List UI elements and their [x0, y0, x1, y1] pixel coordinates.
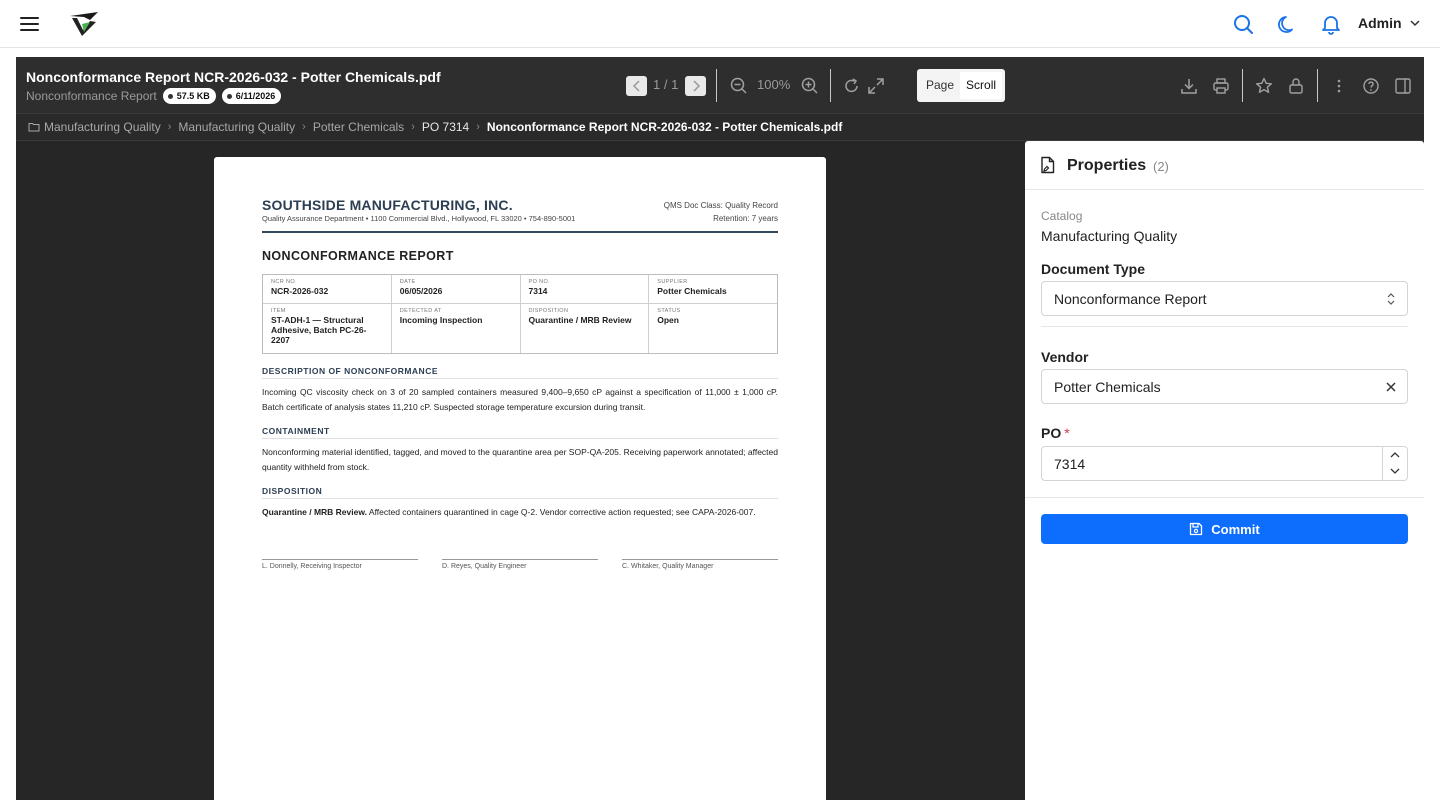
catalog-value: Manufacturing Quality — [1041, 228, 1178, 244]
cell-label: STATUS — [657, 308, 681, 314]
properties-title: Properties — [1067, 157, 1147, 174]
chevron-right-icon — [691, 80, 701, 92]
help-icon[interactable] — [1361, 76, 1381, 96]
download-icon[interactable] — [1179, 76, 1199, 96]
fullscreen-icon[interactable] — [866, 76, 886, 96]
qms-class: QMS Doc Class: Quality Record — [663, 201, 778, 210]
breadcrumb-current: Nonconformance Report NCR-2026-032 - Potter Chemicals.pdf — [486, 120, 843, 134]
rotate-icon[interactable] — [842, 76, 862, 96]
user-name: Admin — [1358, 15, 1402, 31]
decrement-icon[interactable] — [1383, 463, 1407, 479]
document-type-value: Nonconformance Report — [1054, 290, 1207, 307]
dark-mode-icon[interactable] — [1276, 13, 1298, 35]
header-rule — [262, 231, 778, 233]
prev-page-button[interactable] — [626, 76, 647, 96]
commit-label: Commit — [1211, 521, 1260, 537]
signature-line — [622, 559, 778, 560]
page-counter: 1 / 1 — [653, 77, 679, 92]
cell-label: SUPPLIER — [657, 279, 688, 285]
containment-body: Nonconforming material identified, tagged, and moved to the quarantine area per SOP-QA-205. Receiving paperwork annotated; affected quantity withheld from stock. — [262, 447, 778, 472]
chevron-right-icon: › — [302, 121, 306, 133]
lock-icon[interactable] — [1286, 76, 1306, 96]
table-cell — [520, 275, 649, 303]
document-page — [214, 157, 826, 800]
signature-name: L. Donnelly, Receiving Inspector — [262, 563, 362, 570]
required-marker: * — [1064, 425, 1070, 441]
table-row — [263, 303, 777, 353]
app-logo[interactable] — [68, 8, 100, 40]
cell-value: ST-ADH-1 — Structural Adhesive, Batch PC-26-2207 — [271, 315, 367, 345]
more-vertical-icon[interactable] — [1329, 76, 1349, 96]
chevron-down-icon — [1410, 18, 1420, 28]
po-value: 7314 — [1054, 455, 1086, 472]
chevron-right-icon: › — [476, 121, 480, 133]
properties-header — [1025, 141, 1424, 190]
toggle-panel-icon[interactable] — [1393, 76, 1413, 96]
chevron-right-icon: › — [167, 121, 172, 133]
view-mode-toggle — [917, 69, 1005, 102]
section-rule — [262, 498, 778, 499]
breadcrumb-item[interactable]: Manufacturing Quality — [44, 120, 161, 134]
document-kind: Nonconformance Report — [26, 89, 157, 103]
chevron-right-icon: › — [411, 121, 415, 133]
cell-value: NCR-2026-032 — [271, 286, 329, 296]
section-title-description: DESCRIPTION OF NONCONFORMANCE — [262, 366, 438, 376]
section-rule — [262, 378, 778, 379]
increment-icon[interactable] — [1383, 447, 1407, 463]
signature-name: C. Whitaker, Quality Manager — [622, 563, 714, 570]
breadcrumb-item[interactable]: Manufacturing Quality — [178, 120, 296, 134]
disposition-body — [262, 505, 778, 520]
cell-value: Open — [657, 315, 679, 325]
vendor-field[interactable] — [1041, 369, 1408, 404]
cell-label: DATE — [399, 279, 416, 285]
star-icon[interactable] — [1254, 76, 1274, 96]
file-date-badge: 6/11/2026 — [222, 88, 282, 104]
description-body: Incoming QC viscosity check on 3 of 20 sampled containers measured 9,400–9,650 cP against a specification of 11,000 ± 1,000 cP. Batch certificate of analysis states 11,210 cP. Suspected storage temperature excursion during transit. — [262, 387, 778, 412]
print-icon[interactable] — [1211, 76, 1231, 96]
section-title-containment: CONTAINMENT — [262, 426, 330, 436]
table-cell — [263, 275, 391, 303]
company-address: Quality Assurance Department • 1100 Commercial Blvd., Hollywood, FL 33020 • 754-890-5001 — [262, 214, 576, 223]
breadcrumb-item[interactable]: Potter Chemicals — [312, 120, 405, 134]
vendor-value: Potter Chemicals — [1054, 378, 1161, 395]
table-cell — [391, 304, 520, 353]
save-icon — [1189, 522, 1203, 536]
document-title: Nonconformance Report NCR-2026-032 - Potter Chemicals.pdf — [26, 69, 441, 85]
cell-value: Incoming Inspection — [399, 315, 483, 325]
po-stepper — [1382, 447, 1407, 480]
toolbar-divider — [830, 69, 831, 102]
cell-label: DISPOSITION — [528, 308, 569, 314]
breadcrumb — [16, 114, 1424, 141]
table-row — [263, 275, 777, 303]
mode-page-button[interactable]: Page — [926, 78, 955, 92]
qms-info — [664, 199, 778, 225]
table-cell — [263, 304, 391, 353]
disposition-text: Affected containers quarantined in cage Q-2. Vendor corrective action requested; see CAPA-2026-007. — [367, 507, 756, 517]
ncr-table — [262, 274, 778, 354]
disposition-lead: Quarantine / MRB Review. — [262, 507, 368, 517]
user-menu[interactable] — [1358, 15, 1420, 31]
table-cell — [648, 304, 777, 353]
properties-count: (2) — [1153, 159, 1169, 174]
notifications-icon[interactable] — [1320, 13, 1342, 35]
commit-button[interactable] — [1041, 514, 1408, 544]
toolbar-divider — [1317, 69, 1318, 102]
menu-icon[interactable] — [20, 16, 40, 32]
po-field[interactable] — [1041, 446, 1408, 481]
document-type-select[interactable] — [1041, 281, 1408, 316]
zoom-out-icon[interactable] — [729, 76, 749, 96]
field-divider — [1041, 326, 1408, 327]
select-arrows-icon — [1383, 291, 1399, 307]
viewer-toolbar — [16, 57, 1424, 114]
po-label-text: PO — [1041, 425, 1062, 441]
file-signature-icon — [1039, 156, 1057, 174]
po-label — [1041, 425, 1070, 441]
mode-scroll-button[interactable]: Scroll — [960, 72, 1002, 99]
vendor-label: Vendor — [1041, 349, 1089, 365]
app-bar — [0, 0, 1440, 48]
toolbar-divider — [716, 69, 717, 102]
signature-line — [262, 559, 418, 560]
breadcrumb-item[interactable]: PO 7314 — [421, 120, 470, 134]
next-page-button[interactable] — [685, 76, 706, 96]
panel-divider — [1025, 497, 1424, 498]
folder-icon — [28, 121, 40, 133]
toolbar-divider — [1242, 69, 1243, 102]
properties-panel — [1025, 141, 1424, 800]
cell-label: ITEM — [271, 308, 286, 314]
file-size-badge: 57.5 KB — [163, 88, 216, 104]
table-cell — [391, 275, 520, 303]
cell-label: NCR NO. — [271, 279, 298, 285]
signature-name: D. Reyes, Quality Engineer — [442, 563, 527, 570]
company-name: SOUTHSIDE MANUFACTURING, INC. — [262, 197, 513, 213]
catalog-label: Catalog — [1041, 209, 1083, 223]
zoom-level: 100% — [757, 77, 791, 92]
chevron-left-icon — [632, 80, 642, 92]
cell-value: Potter Chemicals — [657, 286, 727, 296]
cell-label: PO NO. — [528, 279, 551, 285]
cell-value: 7314 — [528, 286, 548, 296]
signature-line — [442, 559, 598, 560]
document-viewer — [16, 57, 1424, 800]
table-cell — [520, 304, 649, 353]
cell-value: 06/05/2026 — [399, 286, 443, 296]
retention: Retention: 7 years — [713, 214, 778, 223]
document-type-label: Document Type — [1041, 261, 1145, 277]
document-meta — [26, 88, 281, 104]
table-cell — [648, 275, 777, 303]
search-icon[interactable] — [1232, 13, 1254, 35]
section-title-disposition: DISPOSITION — [262, 486, 323, 496]
clear-icon[interactable] — [1383, 379, 1399, 395]
cell-label: DETECTED AT — [399, 308, 442, 314]
cell-value: Quarantine / MRB Review — [528, 315, 632, 325]
report-title: NONCONFORMANCE REPORT — [262, 249, 454, 263]
zoom-in-icon[interactable] — [800, 76, 820, 96]
section-rule — [262, 438, 778, 439]
